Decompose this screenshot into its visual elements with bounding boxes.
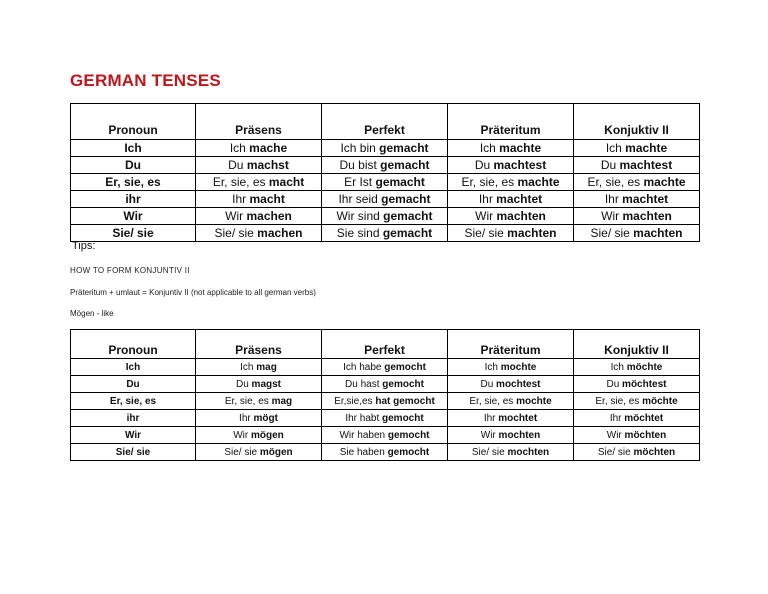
verb-form-cell	[574, 444, 700, 461]
table-row	[71, 191, 700, 208]
verb-prefix: Er, sie, es	[212, 175, 269, 189]
column-header: Präsens	[196, 330, 322, 359]
table-row	[71, 140, 700, 157]
verb-form-cell	[322, 393, 448, 410]
pronoun-cell: ihr	[71, 191, 196, 208]
verb-form-cell	[322, 208, 448, 225]
verb-form-cell	[322, 225, 448, 242]
pronoun-cell: Er, sie, es	[71, 393, 196, 410]
verb-form-cell	[322, 140, 448, 157]
column-header: Perfekt	[322, 330, 448, 359]
verb-prefix: Wir	[480, 429, 499, 441]
verb-prefix: Du	[606, 378, 623, 390]
verb-prefix: Sie sind	[336, 226, 383, 240]
verb-prefix: Sie/ sie	[464, 226, 508, 240]
column-header: Pronoun	[71, 104, 196, 140]
verb-form: mögt	[253, 412, 278, 424]
table-row	[71, 157, 700, 174]
verb-form: gemacht	[380, 158, 430, 172]
verb-form-cell	[322, 376, 448, 393]
verb-form: machen	[257, 226, 303, 240]
verb-prefix: Ihr habt	[345, 412, 383, 424]
verb-form-cell	[322, 444, 448, 461]
verb-prefix: Ihr	[232, 192, 250, 206]
pronoun-cell: Du	[71, 157, 196, 174]
verb-prefix: Sie/ sie	[471, 446, 508, 458]
verb-prefix: Ihr	[609, 412, 625, 424]
verb-form-cell	[574, 359, 700, 376]
verb-form: hat gemocht	[375, 395, 435, 407]
verb-prefix: Er Ist	[344, 175, 376, 189]
pronoun-cell: Wir	[71, 208, 196, 225]
verb-form: machst	[246, 158, 289, 172]
verb-form-cell	[448, 174, 574, 191]
verb-form: mögen	[251, 429, 284, 441]
verb-form-cell	[196, 140, 322, 157]
verb-prefix: Ich	[484, 361, 501, 373]
pronoun-cell: Er, sie, es	[71, 174, 196, 191]
conjugation-table-moegen	[70, 329, 700, 461]
verb-form-cell	[574, 376, 700, 393]
column-header: Präteritum	[448, 104, 574, 140]
table-row	[71, 359, 700, 376]
verb-prefix: Ihr seid	[338, 192, 382, 206]
table-row	[71, 225, 700, 242]
verb-form: macht	[249, 192, 285, 206]
table-row	[71, 376, 700, 393]
verb-form: möchtet	[624, 412, 664, 424]
verb-prefix: Sie/ sie	[214, 226, 258, 240]
verb-form-cell	[196, 444, 322, 461]
verb-form-cell	[574, 157, 700, 174]
verb-form-cell	[574, 191, 700, 208]
verb-form-cell	[322, 359, 448, 376]
verb-prefix: Du	[235, 378, 252, 390]
verb-form: machten	[622, 209, 672, 223]
pronoun-cell: Du	[71, 376, 196, 393]
table-row	[71, 174, 700, 191]
verb-form: möchte	[642, 395, 678, 407]
verb-form: machtet	[496, 192, 543, 206]
verb-prefix: Er, sie, es	[224, 395, 272, 407]
verb-form: gemacht	[375, 175, 425, 189]
verb-prefix: Du	[480, 378, 497, 390]
verb-form-cell	[196, 393, 322, 410]
verb-form: machtet	[622, 192, 669, 206]
verb-prefix: Du	[228, 158, 247, 172]
verb-form: machte	[517, 175, 560, 189]
verb-form-cell	[448, 191, 574, 208]
verb-form-cell	[196, 174, 322, 191]
verb-form: magst	[251, 378, 281, 390]
verb-form-cell	[322, 410, 448, 427]
verb-form: mochten	[507, 446, 550, 458]
verb-form: machten	[496, 209, 546, 223]
table-row	[71, 393, 700, 410]
verb-form-cell	[448, 157, 574, 174]
verb-form: gemocht	[382, 378, 424, 390]
header-row	[71, 104, 700, 140]
verb-prefix: Wir haben	[339, 429, 388, 441]
column-header: Perfekt	[322, 104, 448, 140]
verb-form-cell	[574, 208, 700, 225]
verb-form: mache	[249, 141, 288, 155]
verb-prefix: Ihr	[478, 192, 497, 206]
verb-form-cell	[448, 225, 574, 242]
page-title: GERMAN TENSES	[70, 71, 221, 90]
verb-form-cell	[322, 427, 448, 444]
verb-form: machte	[625, 141, 668, 155]
verb-form-cell	[322, 191, 448, 208]
verb-prefix: Ich	[229, 141, 250, 155]
verb-form-cell	[322, 157, 448, 174]
tips-label: Tips:	[72, 240, 96, 252]
verb-form: mochten	[498, 429, 541, 441]
verb-form: gemocht	[387, 429, 430, 441]
verb-form: gemocht	[387, 446, 430, 458]
verb-prefix: Du hast	[345, 378, 383, 390]
verb-form: möchtest	[622, 378, 667, 390]
column-header: Konjuktiv II	[574, 104, 700, 140]
verb-form: möchten	[624, 429, 667, 441]
note-rule: Präteritum + umlaut = Konjuntiv II (not applicable to all german verbs)	[70, 288, 316, 297]
verb-form: mochte	[500, 361, 537, 373]
verb-form: gemacht	[379, 141, 429, 155]
table-row	[71, 427, 700, 444]
verb-form-cell	[574, 410, 700, 427]
verb-form-cell	[448, 393, 574, 410]
pronoun-cell: Ich	[71, 140, 196, 157]
verb-form-cell	[196, 225, 322, 242]
verb-prefix: Ich	[479, 141, 500, 155]
verb-form-cell	[574, 174, 700, 191]
verb-form-cell	[448, 208, 574, 225]
verb-form: machten	[507, 226, 557, 240]
column-header: Präsens	[196, 104, 322, 140]
table-row	[71, 208, 700, 225]
verb-form-cell	[448, 376, 574, 393]
verb-prefix: Wir sind	[336, 209, 384, 223]
verb-form: mögen	[259, 446, 293, 458]
verb-form: gemocht	[384, 361, 426, 373]
verb-prefix: Wir	[233, 429, 251, 441]
verb-form-cell	[448, 444, 574, 461]
note-verb: Mögen - like	[70, 309, 114, 318]
pronoun-cell: Sie/ sie	[71, 444, 196, 461]
verb-prefix: Du bist	[339, 158, 381, 172]
verb-prefix: Er, sie, es	[595, 395, 643, 407]
verb-form: mochte	[516, 395, 552, 407]
verb-prefix: Ich	[605, 141, 626, 155]
verb-prefix: Du	[600, 158, 620, 172]
verb-form: gemacht	[381, 192, 431, 206]
verb-prefix: Wir	[601, 209, 623, 223]
verb-form-cell	[196, 410, 322, 427]
verb-prefix: Du	[474, 158, 494, 172]
verb-form: gemocht	[382, 412, 424, 424]
verb-prefix: Sie/ sie	[224, 446, 260, 458]
pronoun-cell: ihr	[71, 410, 196, 427]
verb-prefix: Ich	[240, 361, 257, 373]
table-row	[71, 444, 700, 461]
verb-form-cell	[196, 191, 322, 208]
verb-form-cell	[196, 376, 322, 393]
verb-prefix: Er,sie,es	[334, 395, 376, 407]
verb-form-cell	[196, 427, 322, 444]
table-row	[71, 410, 700, 427]
verb-prefix: Wir	[475, 209, 497, 223]
pronoun-cell: Ich	[71, 359, 196, 376]
verb-prefix: Ich	[610, 361, 627, 373]
verb-form-cell	[196, 208, 322, 225]
verb-form: möchten	[633, 446, 676, 458]
verb-form: möchte	[626, 361, 663, 373]
verb-prefix: Er, sie, es	[587, 175, 644, 189]
conjugation-table-machen	[70, 103, 700, 242]
verb-form: machtest	[493, 158, 547, 172]
verb-form: gemacht	[382, 226, 433, 240]
verb-prefix: Er, sie, es	[469, 395, 517, 407]
verb-prefix: Ihr	[239, 412, 254, 424]
pronoun-cell: Sie/ sie	[71, 225, 196, 242]
verb-form: gemacht	[383, 209, 433, 223]
verb-form-cell	[322, 174, 448, 191]
verb-prefix: Wir	[225, 209, 247, 223]
verb-form-cell	[448, 140, 574, 157]
verb-prefix: Wir	[606, 429, 625, 441]
verb-prefix: Ich bin	[340, 141, 380, 155]
verb-prefix: Ihr	[604, 192, 623, 206]
verb-form-cell	[196, 157, 322, 174]
verb-prefix: Er, sie, es	[461, 175, 518, 189]
verb-form-cell	[448, 359, 574, 376]
verb-form-cell	[448, 427, 574, 444]
verb-form-cell	[448, 410, 574, 427]
verb-form: machte	[499, 141, 542, 155]
verb-form-cell	[574, 393, 700, 410]
header-row	[71, 330, 700, 359]
verb-form: machten	[633, 226, 683, 240]
verb-prefix: Sie haben	[339, 446, 388, 458]
verb-form: mag	[256, 361, 277, 373]
note-heading: HOW TO FORM KONJUNTIV II	[70, 266, 190, 275]
verb-form: macht	[268, 175, 305, 189]
verb-prefix: Ihr	[483, 412, 499, 424]
column-header: Konjuktiv II	[574, 330, 700, 359]
column-header: Pronoun	[71, 330, 196, 359]
verb-form: mochtest	[496, 378, 541, 390]
verb-form: mag	[271, 395, 293, 407]
verb-prefix: Ich habe	[343, 361, 385, 373]
column-header: Präteritum	[448, 330, 574, 359]
verb-form: machtest	[619, 158, 673, 172]
verb-form: mochtet	[498, 412, 538, 424]
verb-prefix: Sie/ sie	[597, 446, 634, 458]
pronoun-cell: Wir	[71, 427, 196, 444]
verb-prefix: Sie/ sie	[590, 226, 634, 240]
verb-form-cell	[574, 225, 700, 242]
verb-form: machen	[246, 209, 292, 223]
verb-form: machte	[643, 175, 686, 189]
verb-form-cell	[574, 427, 700, 444]
verb-form-cell	[574, 140, 700, 157]
verb-form-cell	[196, 359, 322, 376]
